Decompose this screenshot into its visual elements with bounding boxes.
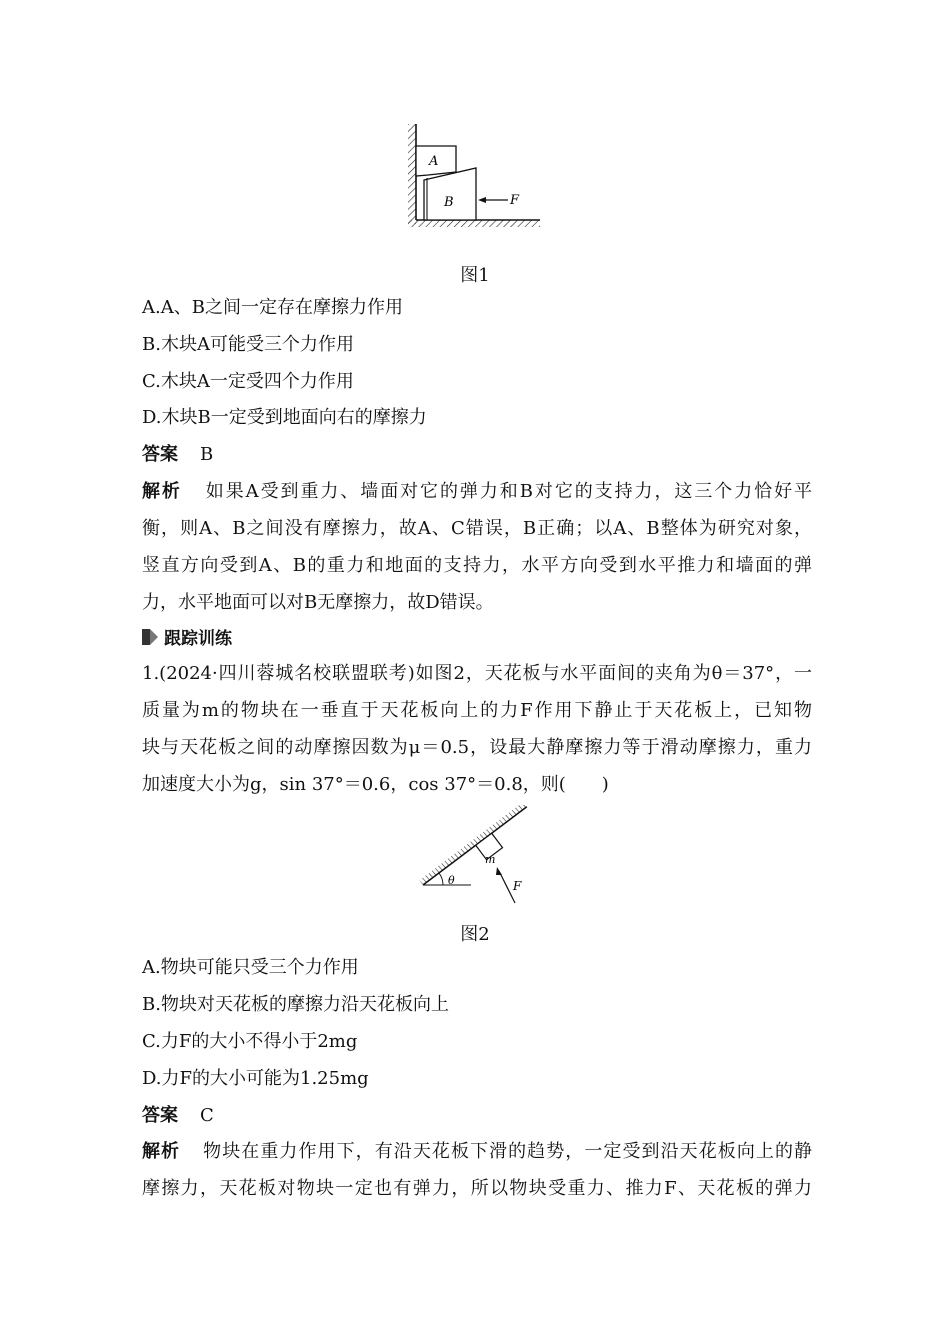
answer-value: C: [200, 1105, 214, 1126]
label-f2: F: [513, 879, 522, 893]
analysis-label: 解析: [142, 481, 182, 502]
q1-analysis-line-2: 摩擦力，天花板对物块一定也有弹力，所以物块受重力、推力F、天花板的弹力: [142, 1178, 812, 1199]
figure-2-caption: 图2: [460, 924, 490, 945]
label-b: B: [444, 195, 454, 210]
block-b: [424, 168, 476, 220]
section-title: 跟踪训练: [164, 629, 232, 649]
section-marker-icon: [142, 629, 158, 645]
q0-analysis-line-1: 解析 如果A受到重力、墙面对它的弹力和B对它的支持力，这三个力恰好平: [142, 481, 812, 502]
answer-label: 答案: [142, 444, 178, 465]
q0-analysis-line-2: 衡，则A、B之间没有摩擦力，故A、C错误，B正确；以A、B整体为研究对象，: [142, 518, 812, 539]
analysis-label: 解析: [142, 1141, 181, 1162]
q0-answer: [142, 443, 812, 467]
q0-option-d: D.木块B一定受到地面向右的摩擦力: [142, 407, 427, 428]
answer-value: B: [200, 444, 214, 465]
q0-analysis-line-4: 力，水平地面可以对B无摩擦力，故D错误。: [142, 592, 494, 613]
q0-option-a: A.A、B之间一定存在摩擦力作用: [142, 297, 403, 318]
q1-option-d: D.力F的大小可能为1.25mg: [142, 1068, 369, 1089]
q0-option-b: B.木块A可能受三个力作用: [142, 334, 354, 355]
figure-1-diagram: [400, 118, 550, 230]
q1-option-b: B.物块对天花板的摩擦力沿天花板向上: [142, 994, 449, 1015]
figure-1-caption: 图1: [460, 265, 490, 286]
q1-stem-line-2: 质量为m的物块在一垂直于天花板向上的力F作用下静止于天花板上，已知物: [142, 700, 812, 721]
q1-analysis-line-1: 解析 物块在重力作用下，有沿天花板下滑的趋势，一定受到沿天花板向上的静: [142, 1141, 813, 1162]
label-a: A: [429, 154, 439, 169]
label-theta: θ: [448, 874, 455, 887]
q1-answer: [142, 1104, 812, 1128]
label-f: F: [510, 193, 520, 208]
section-heading: [142, 624, 232, 649]
label-m: m: [485, 853, 496, 866]
figure-2-diagram: [415, 805, 545, 907]
q1-option-c: C.力F的大小不得小于2mg: [142, 1031, 358, 1052]
q1-stem-line-3: 块与天花板之间的动摩擦因数为μ＝0.5，设最大静摩擦力等于滑动摩擦力，重力: [142, 737, 812, 758]
q0-option-c: C.木块A一定受四个力作用: [142, 371, 354, 392]
answer-label: 答案: [142, 1105, 178, 1126]
q1-stem-line-1: 1.(2024·四川蓉城名校联盟联考)如图2，天花板与水平面间的夹角为θ＝37°，一: [142, 663, 812, 684]
q0-analysis-line-3: 竖直方向受到A、B的重力和地面的支持力，水平方向受到水平推力和墙面的弹: [142, 555, 812, 576]
q1-option-a: A.物块可能只受三个力作用: [142, 957, 359, 978]
q1-stem-line-4: 加速度大小为g，sin 37°＝0.6，cos 37°＝0.8，则( ): [142, 774, 609, 795]
